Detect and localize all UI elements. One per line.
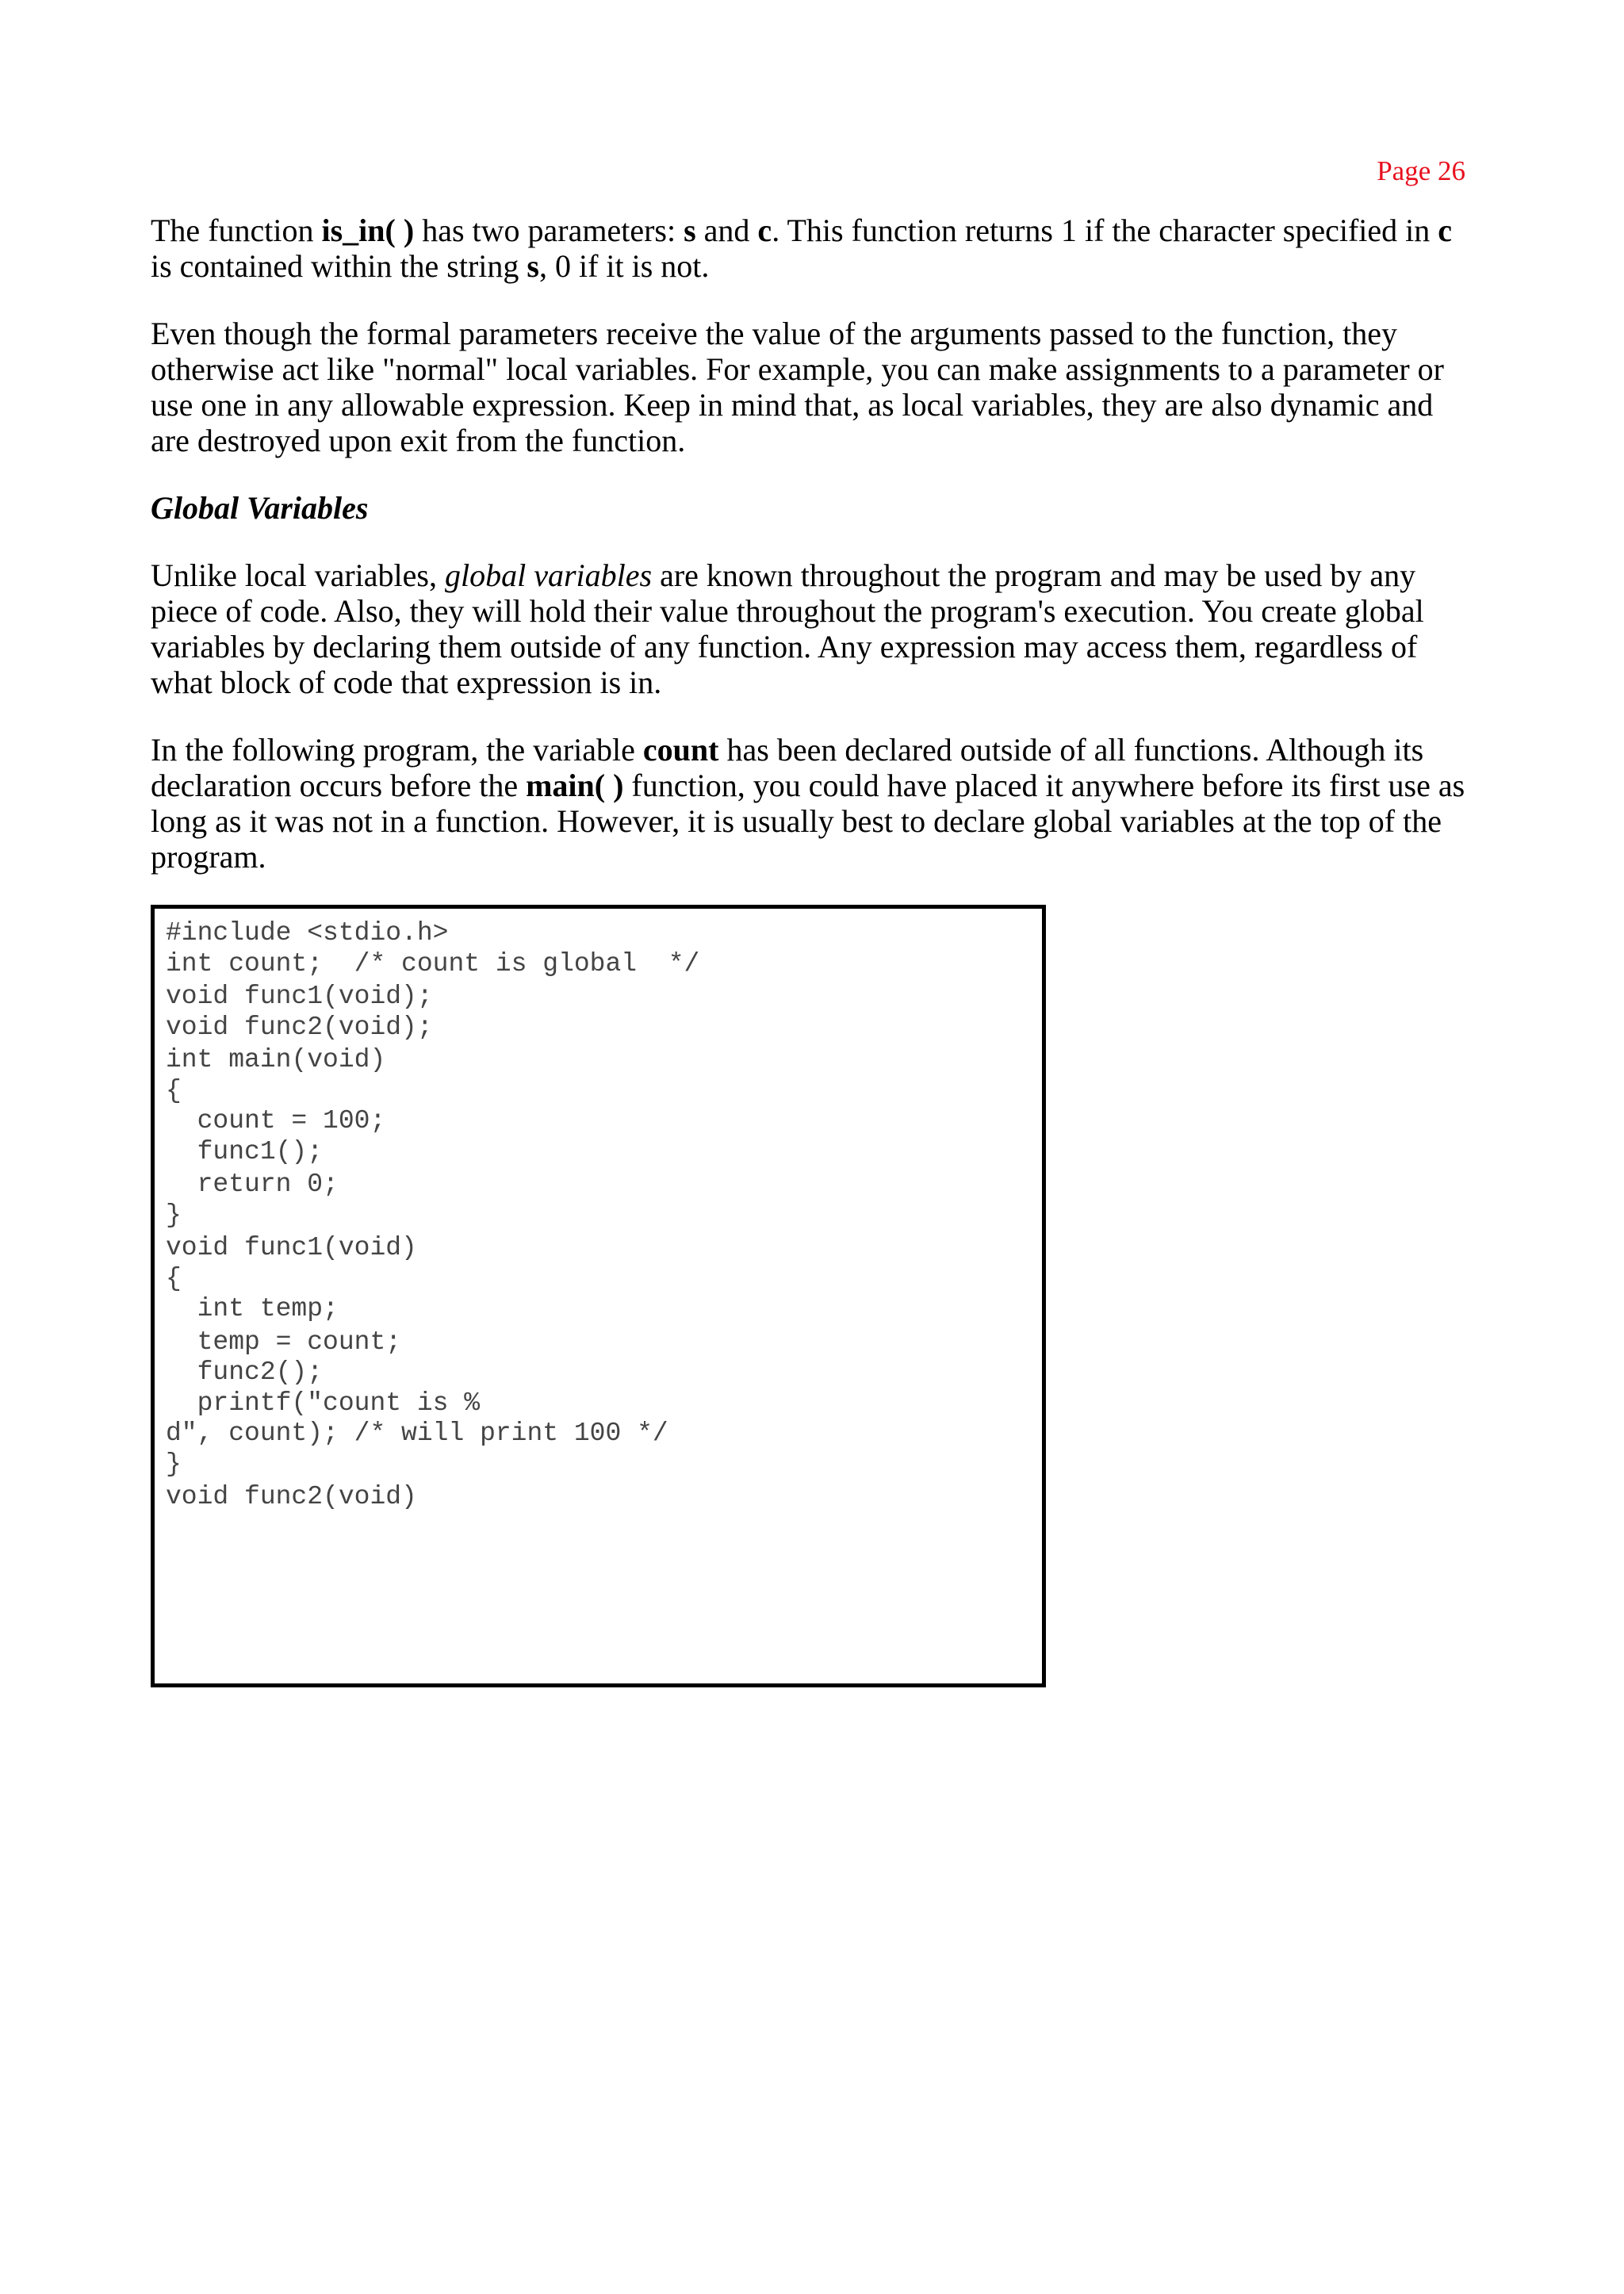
code-line: } [166, 1449, 182, 1479]
page-number: Page 26 [1377, 155, 1465, 186]
code-line: int count; /* count is global */ [166, 948, 700, 978]
code-line: void func1(void) [166, 1233, 417, 1262]
code-line: { [166, 1263, 182, 1293]
code-listing-box [151, 905, 1046, 1687]
code-line: func2(); [166, 1358, 324, 1387]
code-line: d", count); /* will print 100 */ [166, 1419, 668, 1448]
code-line: temp = count; [166, 1327, 402, 1357]
paragraph-count-declaration: In the following program, the variable count has been declared outside of all functions. Although its declaration occurs before the main( ) function, you could have placed it anywhere before its first use as long as it was not in a function. However, it is usually best to declare global variables at the top of the program. [151, 732, 1465, 875]
paragraph-formal-parameters: Even though the formal parameters receive the value of the arguments passed to the function, they otherwise act like "normal" local variables. For example, you can make assignments to a parameter or use one in any allowable expression. Keep in mind that, as local variables, they are also dynamic and are destroyed upon exit from the function. [151, 316, 1444, 458]
code-line: void func2(void); [166, 1012, 433, 1042]
code-line: count = 100; [166, 1106, 386, 1136]
paragraph-global-variables: Unlike local variables, global variables are known throughout the program and may be used by any piece of code. Also, they will hold their value throughout the program's execution. You create global variables by declaring them outside of any function. Any expression may access them, regardless of what block of code that expression is in. [151, 557, 1424, 700]
code-line: int main(void) [166, 1045, 386, 1074]
document-body [151, 213, 1471, 906]
code-line: { [166, 1075, 182, 1105]
code-line: } [166, 1200, 182, 1230]
code-line: printf("count is % [166, 1388, 481, 1418]
code-line: func1(); [166, 1136, 324, 1166]
code-line: return 0; [166, 1170, 339, 1199]
code-line: void func2(void) [166, 1482, 417, 1511]
section-heading-global-variables: Global Variables [151, 490, 369, 526]
code-listing [166, 918, 699, 1513]
paragraph-is-in-function: The function is_in( ) has two parameters: s and c. This function returns 1 if the character specified in c is contained within the string s, 0 if it is not. [151, 213, 1453, 284]
code-line: void func1(void); [166, 982, 433, 1011]
code-line: int temp; [166, 1294, 339, 1323]
code-line: #include <stdio.h> [166, 918, 449, 948]
